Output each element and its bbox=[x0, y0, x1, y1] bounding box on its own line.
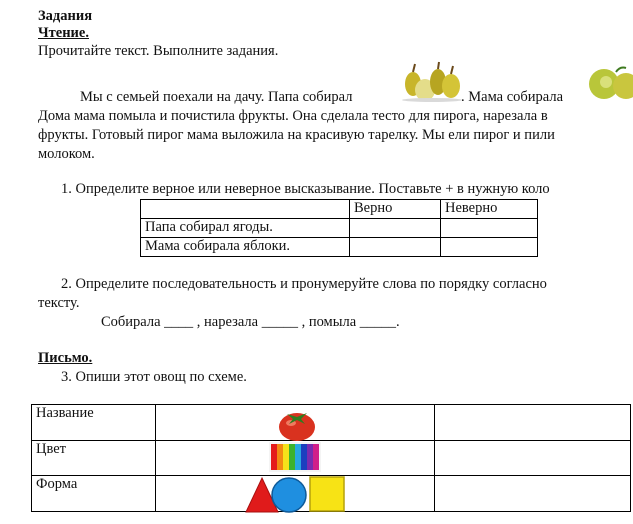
table-row bbox=[32, 441, 631, 476]
statement-cell: Мама собирала яблоки. bbox=[141, 238, 350, 257]
reading-instruction: Прочитайте текст. Выполните задания. bbox=[38, 43, 279, 59]
text-line1-part2: . Мама собирала bbox=[461, 89, 564, 105]
table-row bbox=[141, 238, 538, 257]
task1-text: 1. Определите верное или неверное высказывание. Поставьте + в нужную коло bbox=[61, 181, 550, 197]
shape-answer-cell[interactable] bbox=[435, 476, 631, 512]
table-header-true: Верно bbox=[350, 200, 441, 219]
table-header-false: Неверно bbox=[441, 200, 538, 219]
text-line3: фрукты. Готовый пирог мама выложила на красивую тарелку. Мы ели пирог и пили bbox=[38, 127, 555, 143]
row-label-name: Название bbox=[32, 405, 156, 441]
answer-true-cell[interactable] bbox=[350, 219, 441, 238]
pears-icon bbox=[398, 60, 466, 102]
task2-words[interactable]: Собирала ____ , нарезала _____ , помыла _____. bbox=[101, 314, 400, 330]
text-line2: Дома мама помыла и почистила фрукты. Она сделала тесто для пирога, нарезала в bbox=[38, 108, 548, 124]
circle-icon bbox=[270, 476, 308, 514]
text-line4: молоком. bbox=[38, 146, 95, 162]
rainbow-color-icon bbox=[269, 442, 321, 472]
task3-text: 3. Опиши этот овощ по схеме. bbox=[61, 369, 247, 385]
answer-false-cell[interactable] bbox=[441, 219, 538, 238]
worksheet-heading: Задания bbox=[38, 8, 93, 24]
square-icon bbox=[308, 475, 346, 513]
tomato-icon bbox=[277, 406, 317, 442]
statement-cell: Папа собирал ягоды. bbox=[141, 219, 350, 238]
true-false-table bbox=[140, 199, 538, 257]
row-label-shape: Форма bbox=[32, 476, 156, 512]
table-row bbox=[141, 219, 538, 238]
task2-text: 2. Определите последовательность и пронумеруйте слова по порядку согласно bbox=[61, 276, 547, 292]
text-line1-part1: Мы с семьей поехали на дачу. Папа собирал bbox=[80, 89, 353, 105]
name-answer-cell[interactable] bbox=[435, 405, 631, 441]
row-label-color: Цвет bbox=[32, 441, 156, 476]
task2-text-cont: тексту. bbox=[38, 295, 80, 311]
answer-false-cell[interactable] bbox=[441, 238, 538, 257]
reading-title: Чтение. bbox=[38, 25, 89, 41]
table-header-row bbox=[141, 200, 538, 219]
table-header-cell bbox=[141, 200, 350, 219]
writing-title: Письмо. bbox=[38, 350, 93, 366]
answer-true-cell[interactable] bbox=[350, 238, 441, 257]
color-answer-cell[interactable] bbox=[435, 441, 631, 476]
apples-icon bbox=[586, 64, 633, 104]
table-row bbox=[32, 405, 631, 441]
